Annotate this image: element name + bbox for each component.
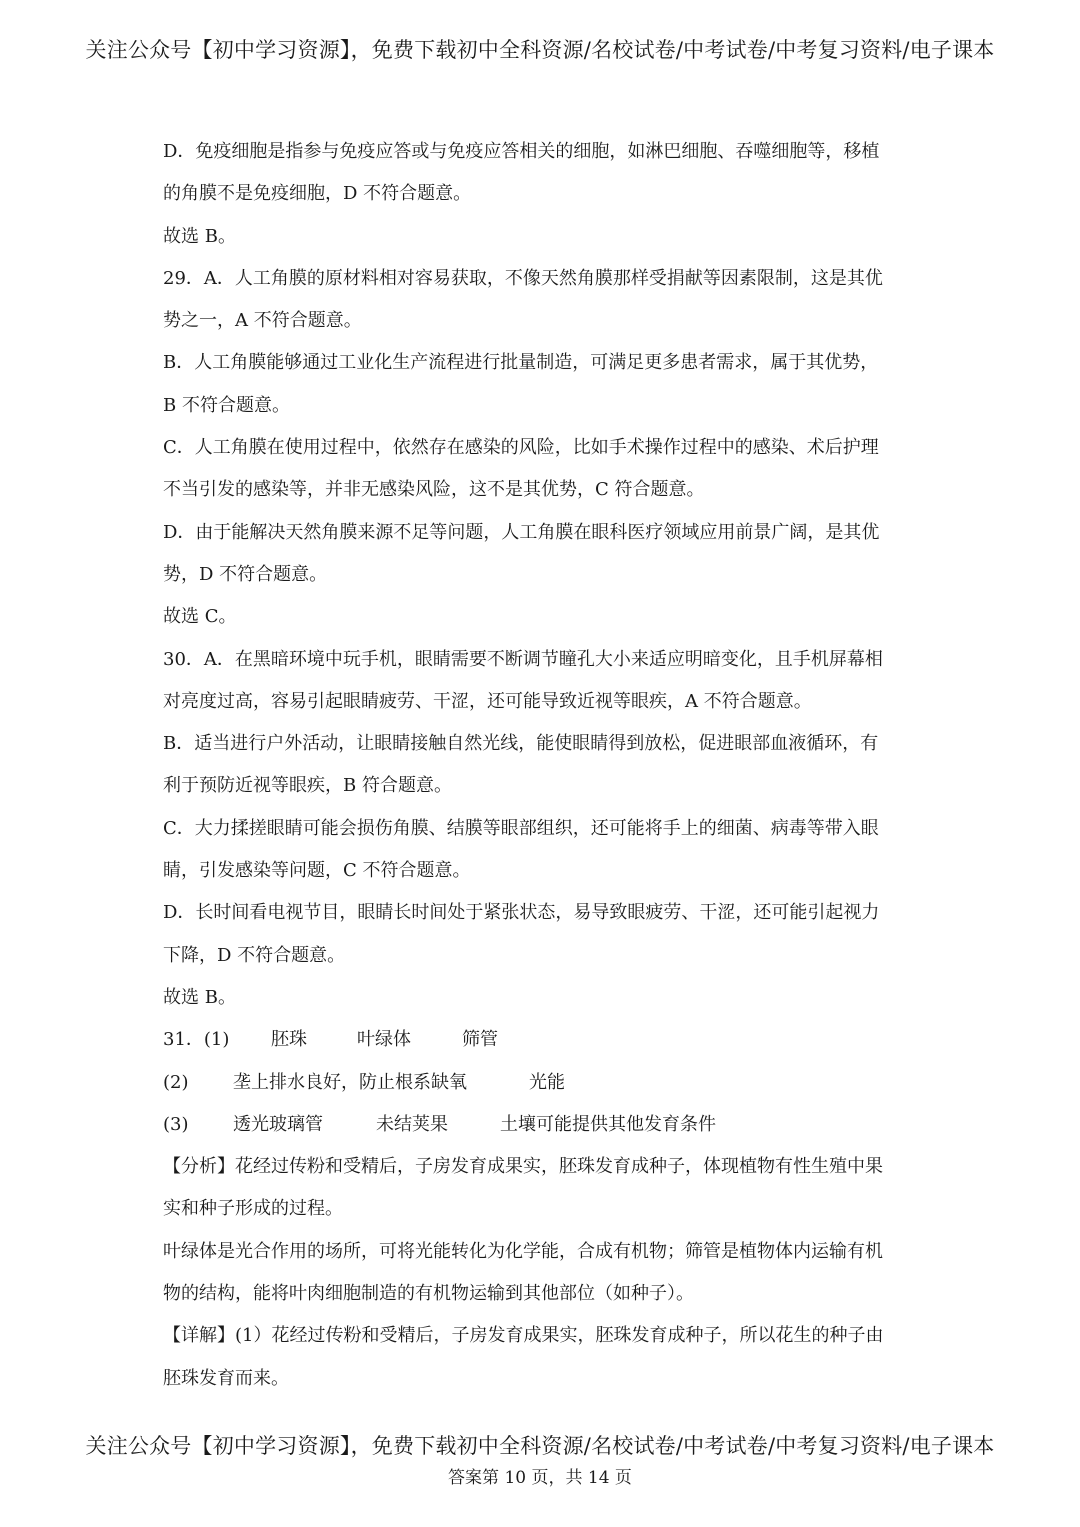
text-line: B．适当进行户外活动，让眼睛接触自然光线，能使眼睛得到放松，促进眼部血液循环，有 [163,733,879,755]
q31-answer: 未结荚果 [376,1113,448,1135]
answer-content [163,136,920,1405]
text-line: 势之一，A 不符合题意。 [163,310,362,332]
text-line: B 不符合题意。 [163,394,290,416]
text-line: 故选 B。 [163,986,236,1008]
text-line: D．由于能解决天然角膜来源不足等问题，人工角膜在眼科医疗领域应用前景广阔，是其优 [163,521,880,543]
text-line: 故选 C。 [163,606,237,628]
text-line: D．长时间看电视节目，眼睛长时间处于紧张状态，易导致眼疲劳、干涩，还可能引起视力 [163,902,880,924]
q31-answer: 胚珠 [271,1029,307,1051]
text-line: 的角膜不是免疫细胞，D 不符合题意。 [163,183,472,205]
text-line: 29．A．人工角膜的原材料相对容易获取，不像天然角膜那样受捐献等因素限制，这是其优 [163,267,883,289]
text-line: 势，D 不符合题意。 [163,563,328,585]
page-number: 答案第 10 页，共 14 页 [448,1468,632,1488]
q31-answer: 土壤可能提供其他发育条件 [500,1113,716,1135]
analysis-line: 【详解】(1）花经过传粉和受精后，子房发育成果实，胚珠发育成种子，所以花生的种子由 [163,1325,884,1347]
q31-number: (3) [163,1113,189,1135]
analysis-line: 实和种子形成的过程。 [163,1198,343,1220]
q31-number: 31．(1) [163,1029,230,1051]
q31-answer: 光能 [529,1071,565,1093]
footer-banner: 关注公众号【初中学习资源】，免费下载初中全科资源/名校试卷/中考试卷/中考复习资料/电子课本 [85,1434,995,1458]
text-line: 下降，D 不符合题意。 [163,944,346,966]
analysis-line: 物的结构，能将叶肉细胞制造的有机物运输到其他部位（如种子）。 [163,1283,694,1305]
text-line: 利于预防近视等眼疾，B 符合题意。 [163,775,452,797]
text-line: C．大力揉搓眼睛可能会损伤角膜、结膜等眼部组织，还可能将手上的细菌、病毒等带入眼 [163,817,879,839]
analysis-line: 叶绿体是光合作用的场所，可将光能转化为化学能，合成有机物；筛管是植物体内运输有机 [163,1240,883,1262]
text-line: 睛，引发感染等问题，C 不符合题意。 [163,860,471,882]
text-line: 不当引发的感染等，并非无感染风险，这不是其优势，C 符合题意。 [163,479,705,501]
q31-answer: 筛管 [462,1029,498,1051]
text-line: 故选 B。 [163,225,236,247]
text-line: 对亮度过高，容易引起眼睛疲劳、干涩，还可能导致近视等眼疾，A 不符合题意。 [163,690,812,712]
text-line: B．人工角膜能够通过工业化生产流程进行批量制造，可满足更多患者需求，属于其优势， [163,352,879,374]
text-line: C．人工角膜在使用过程中，依然存在感染的风险，比如手术操作过程中的感染、术后护理 [163,437,879,459]
analysis-line: 胚珠发育而来。 [163,1367,289,1389]
header-banner: 关注公众号【初中学习资源】，免费下载初中全科资源/名校试卷/中考试卷/中考复习资料/电子课本 [85,38,995,62]
q31-number: (2) [163,1071,189,1093]
q31-answer: 叶绿体 [357,1029,411,1051]
analysis-line: 【分析】花经过传粉和受精后，子房发育成果实，胚珠发育成种子，体现植物有性生殖中果 [163,1156,883,1178]
q31-row-3 [163,1109,920,1151]
q31-row-1 [163,1024,920,1066]
q31-answer: 透光玻璃管 [233,1113,323,1135]
text-line: D．免疫细胞是指参与免疫应答或与免疫应答相关的细胞，如淋巴细胞、吞噬细胞等，移植 [163,141,880,162]
text-line: 30．A．在黑暗环境中玩手机，眼睛需要不断调节瞳孔大小来适应明暗变化，且手机屏幕相 [163,648,883,670]
q31-row-2 [163,1067,920,1109]
q31-answer: 垄上排水良好，防止根系缺氧 [233,1071,467,1093]
